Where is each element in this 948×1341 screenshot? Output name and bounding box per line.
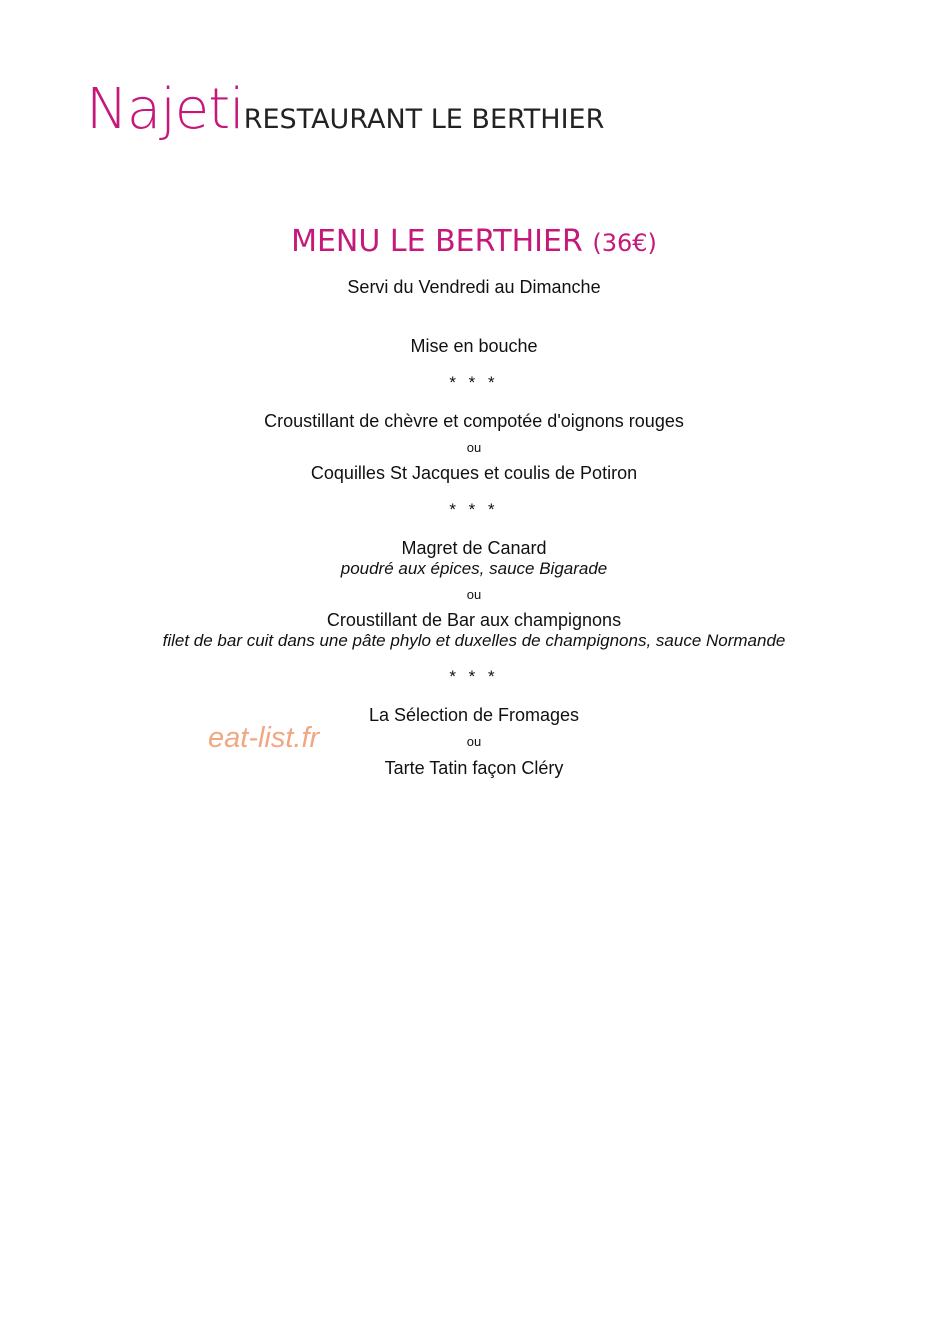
or-label: ou <box>466 734 482 749</box>
brand-logo: Najeti <box>86 77 244 142</box>
main-item-name: Croustillant de Bar aux champignons <box>326 610 622 630</box>
menu-title <box>0 224 948 259</box>
menu-title-text: MENU LE BERTHIER <box>291 224 583 259</box>
course-separator: * * * <box>449 500 499 519</box>
main-item-description: poudré aux épices, sauce Bigarade <box>340 559 608 578</box>
watermark: eat-list.fr <box>208 722 320 754</box>
restaurant-header <box>86 78 604 152</box>
starter-item: Croustillant de chèvre et compotée d'oignons rouges <box>264 411 684 431</box>
course-separator: * * * <box>449 373 499 392</box>
dessert-item: La Sélection de Fromages <box>368 705 580 725</box>
restaurant-name: RESTAURANT LE BERTHIER <box>243 104 605 135</box>
menu-subtitle: Servi du Vendredi au Dimanche <box>347 277 601 297</box>
amuse-bouche: Mise en bouche <box>410 336 538 356</box>
menu-price: (36€) <box>592 229 657 257</box>
or-label: ou <box>466 440 482 455</box>
dessert-item: Tarte Tatin façon Cléry <box>384 758 564 778</box>
starter-item: Coquilles St Jacques et coulis de Potiron <box>310 463 638 483</box>
main-item-name: Magret de Canard <box>401 538 547 558</box>
or-label: ou <box>466 587 482 602</box>
main-item-description: filet de bar cuit dans une pâte phylo et duxelles de champignons, sauce Normande <box>162 631 786 650</box>
course-separator: * * * <box>449 667 499 686</box>
